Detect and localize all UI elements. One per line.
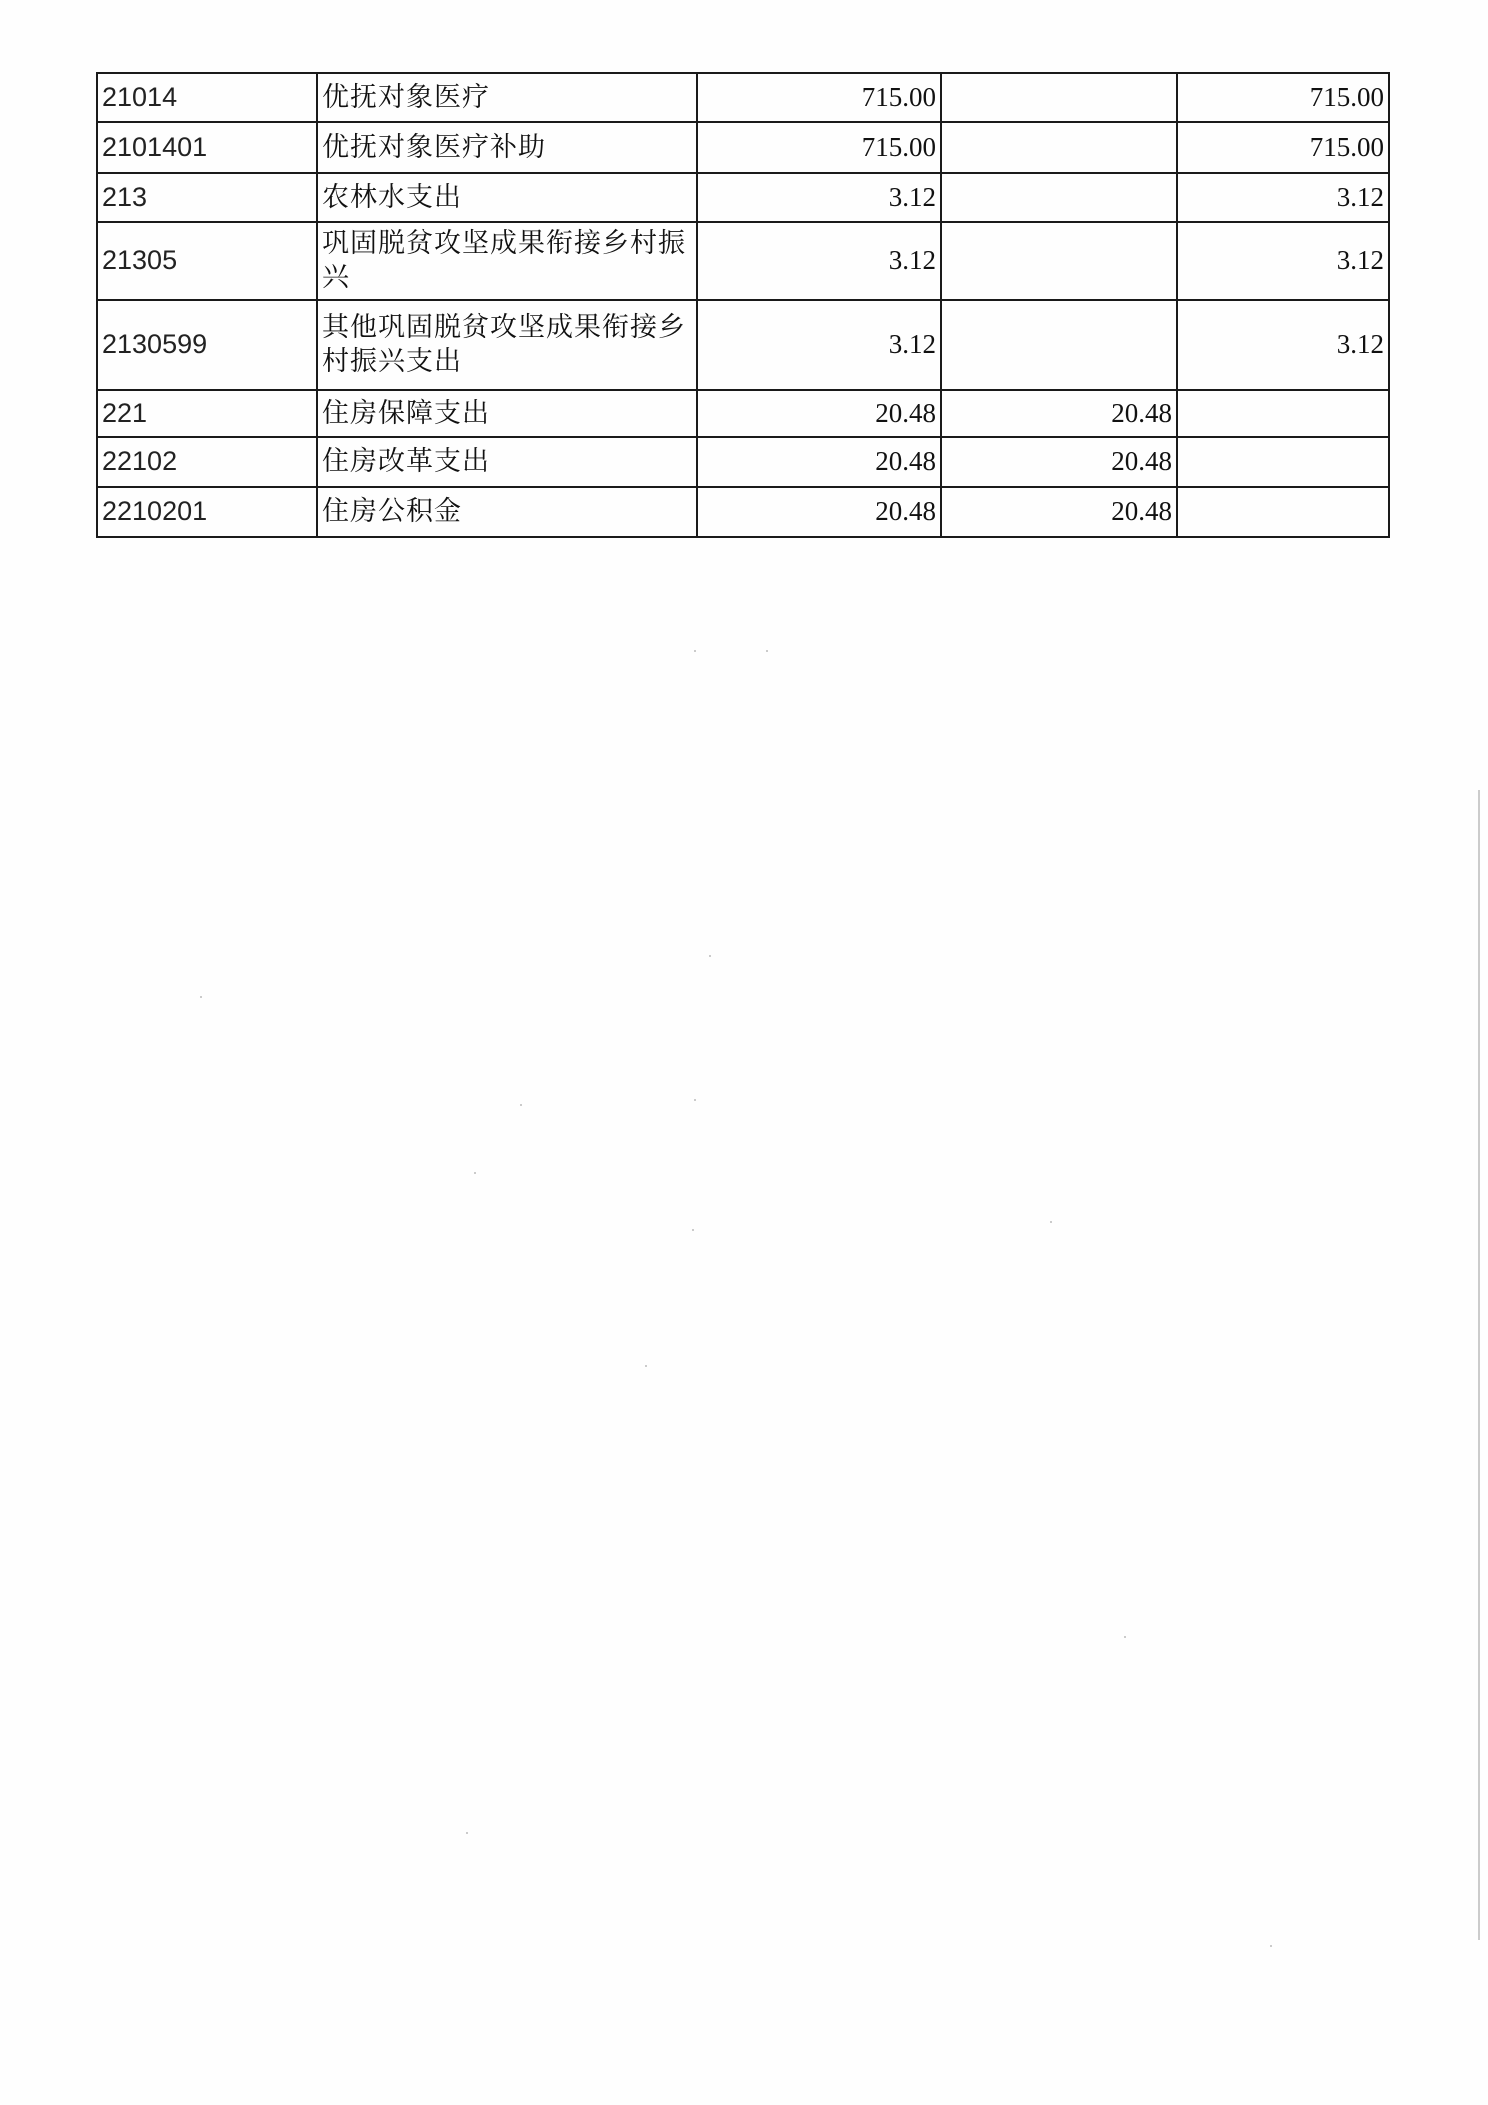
scan-speck — [520, 1104, 522, 1106]
subject-code-cell: 21014 — [97, 73, 317, 122]
project-amount-cell: 715.00 — [1177, 73, 1389, 122]
table-row — [97, 300, 1389, 390]
project-amount-cell: 3.12 — [1177, 222, 1389, 300]
table-row — [97, 122, 1389, 173]
scan-speck — [709, 955, 711, 957]
basic-amount-cell: 20.48 — [941, 487, 1177, 537]
project-amount-cell — [1177, 390, 1389, 437]
total-amount-cell: 20.48 — [697, 390, 941, 437]
total-amount-cell: 715.00 — [697, 122, 941, 173]
subject-code-cell: 2130599 — [97, 300, 317, 390]
total-amount-cell: 20.48 — [697, 487, 941, 537]
scan-speck — [694, 650, 696, 652]
total-amount-cell: 3.12 — [697, 222, 941, 300]
subject-code-cell: 2101401 — [97, 122, 317, 173]
basic-amount-cell: 20.48 — [941, 390, 1177, 437]
subject-name-cell: 其他巩固脱贫攻坚成果衔接乡村振兴支出 — [317, 300, 697, 390]
table-row — [97, 173, 1389, 222]
scan-edge-mark — [1478, 790, 1480, 1940]
subject-name-cell: 住房改革支出 — [317, 437, 697, 487]
subject-code-cell: 22102 — [97, 437, 317, 487]
table-row — [97, 390, 1389, 437]
scan-speck — [474, 1172, 476, 1174]
scan-speck — [1270, 1945, 1272, 1947]
scan-speck — [1050, 1221, 1052, 1223]
table-row — [97, 437, 1389, 487]
total-amount-cell: 3.12 — [697, 300, 941, 390]
total-amount-cell: 20.48 — [697, 437, 941, 487]
subject-code-cell: 213 — [97, 173, 317, 222]
scan-speck — [694, 1099, 696, 1101]
basic-amount-cell — [941, 173, 1177, 222]
total-amount-cell: 715.00 — [697, 73, 941, 122]
basic-amount-cell: 20.48 — [941, 437, 1177, 487]
subject-name-cell: 巩固脱贫攻坚成果衔接乡村振兴 — [317, 222, 697, 300]
scan-speck — [200, 996, 202, 998]
project-amount-cell: 3.12 — [1177, 173, 1389, 222]
project-amount-cell: 3.12 — [1177, 300, 1389, 390]
basic-amount-cell — [941, 73, 1177, 122]
subject-code-cell: 21305 — [97, 222, 317, 300]
subject-name-cell: 住房保障支出 — [317, 390, 697, 437]
table-row — [97, 487, 1389, 537]
basic-amount-cell — [941, 300, 1177, 390]
subject-name-cell: 优抚对象医疗补助 — [317, 122, 697, 173]
project-amount-cell: 715.00 — [1177, 122, 1389, 173]
scan-speck — [645, 1365, 647, 1367]
subject-name-cell: 优抚对象医疗 — [317, 73, 697, 122]
total-amount-cell: 3.12 — [697, 173, 941, 222]
project-amount-cell — [1177, 487, 1389, 537]
expenditure-table — [96, 72, 1390, 538]
scan-speck — [692, 1229, 694, 1231]
table-row — [97, 222, 1389, 300]
subject-name-cell: 农林水支出 — [317, 173, 697, 222]
subject-code-cell: 2210201 — [97, 487, 317, 537]
table-row — [97, 73, 1389, 122]
basic-amount-cell — [941, 122, 1177, 173]
subject-name-cell: 住房公积金 — [317, 487, 697, 537]
scan-speck — [1124, 1636, 1126, 1638]
basic-amount-cell — [941, 222, 1177, 300]
project-amount-cell — [1177, 437, 1389, 487]
subject-code-cell: 221 — [97, 390, 317, 437]
scan-speck — [466, 1832, 468, 1834]
scan-speck — [766, 650, 768, 652]
